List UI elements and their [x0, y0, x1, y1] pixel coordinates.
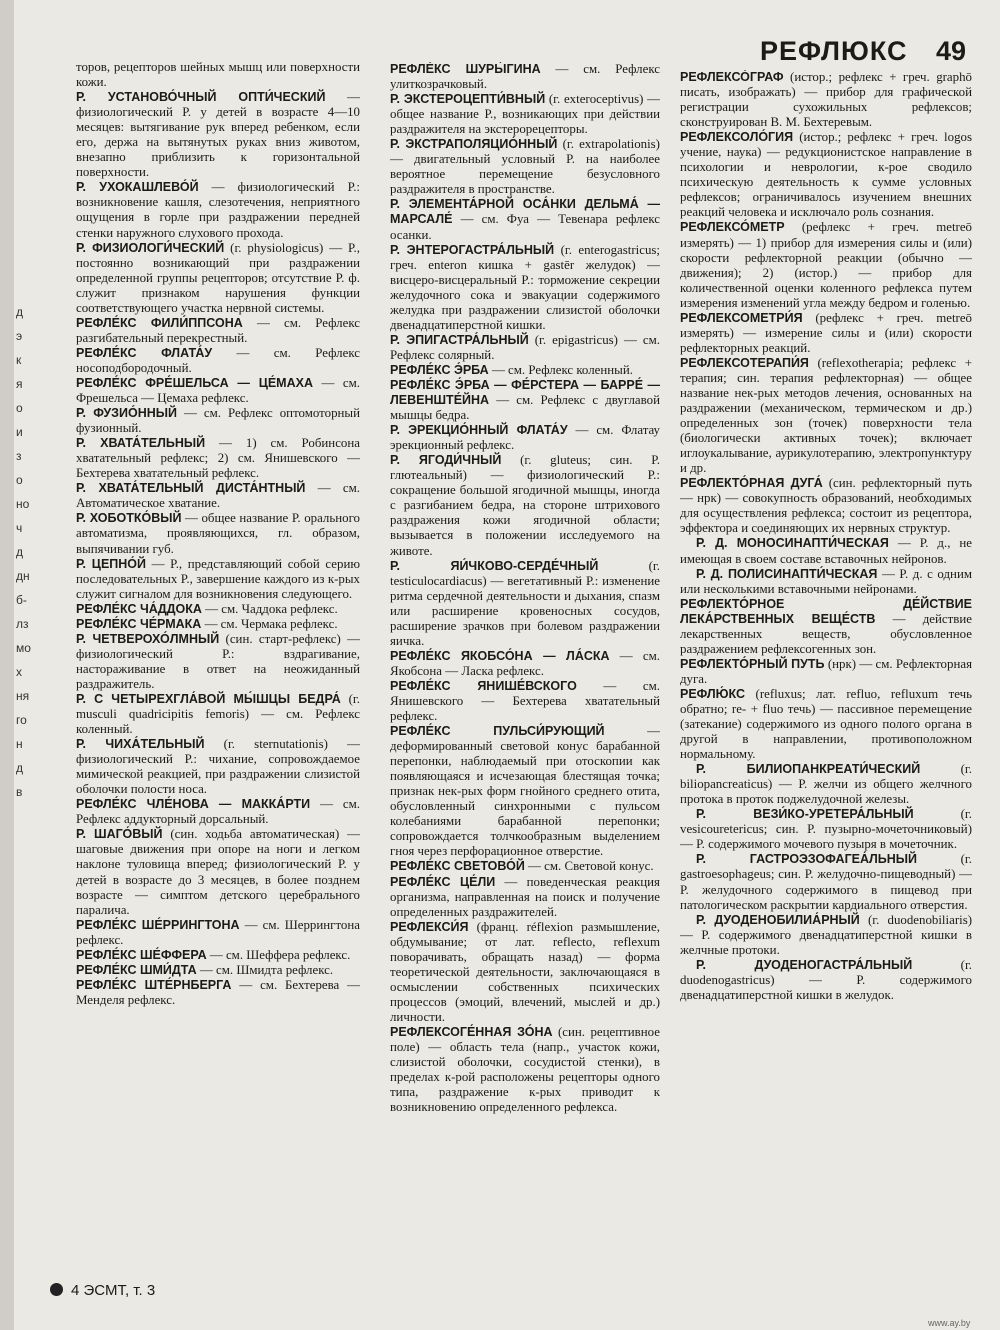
entry-definition: — Р. д., не имеющая в своем составе вставочных нейронов. — [680, 536, 972, 566]
entry-definition: (г. duodenobiliaris) — Р. содержимого двенадцатиперстной кишки в желчные протоки. — [680, 912, 972, 957]
signature-mark — [50, 1282, 155, 1299]
entry-headword: РЕФЛЕ́КС ПУЛЬСИ́РУЮЩИЙ — [390, 724, 605, 739]
entry-definition: — физиологический Р.: возникновение кашля, слезотечения, неприятного ощущения в горле при раздражении передней стенки наружного слухового прохода. — [76, 180, 360, 240]
entry-definition: — см. Фуа — Тевенара рефлекс осанки. — [390, 212, 660, 242]
page-number: 49 — [936, 36, 967, 66]
dictionary-entry — [680, 807, 972, 852]
entry-definition: (refluxus; лат. refluo, refluxum течь обратно; re- + fluo течь) — пассивное перемещение (затекание) содержимого из одного полого органа в другой в направлении, противоположном нормальному. — [680, 686, 972, 762]
dictionary-entry — [76, 632, 360, 692]
dictionary-entry — [76, 827, 360, 917]
dictionary-entry — [76, 60, 360, 90]
entry-headword: Р. ЭЛЕМЕНТА́РНОЙ ОСА́НКИ ДЕЛЬМА́ — МАРСАЛЕ́ — [390, 197, 660, 227]
dictionary-entry — [680, 130, 972, 220]
entry-definition: (истор.; рефлекс + греч. graphō писать, изображать) — прибор для графической регистрации сухожильных рефлексов; сконструирован В. М. Бехтеревым. — [680, 70, 972, 130]
dictionary-entry — [76, 692, 360, 737]
entry-definition: — поведенческая реакция организма, направленная на поиск и получение определенных раздражителей. — [390, 874, 660, 919]
dictionary-entry — [76, 436, 360, 481]
dictionary-entry — [680, 852, 972, 912]
entry-definition: (г. biliopancreaticus) — Р. желчи из общего желчного протока в проток поджелудочной железы. — [680, 762, 972, 807]
dictionary-entry — [680, 597, 972, 657]
entry-headword: РЕФЛЕКСОГЕ́ННАЯ ЗО́НА — [390, 1025, 553, 1039]
entry-headword: РЕФЛЕ́КС ШУРЫ́ГИНА — [390, 62, 541, 76]
dictionary-entry — [390, 197, 660, 242]
entry-definition: (reflexotherapia; рефлекс + терапия; син. терапия рефлекторная) — общее название нек-рых методов лечения, основанных на раздражении (механическом, термическом и др.) определенных зон (точек) поверхности тела (биологически активных точек); включает иглоукалывание, аурикулотерапию, электропунктуру и др. — [680, 355, 972, 476]
dictionary-entry — [76, 241, 360, 316]
entry-headword: Р. ЭПИГАСТРА́ЛЬНЫЙ — [390, 332, 529, 347]
dictionary-entry — [390, 559, 660, 649]
dictionary-entry — [76, 948, 360, 963]
entry-headword: Р. ЭКСТРАПОЛЯЦИО́ННЫЙ — [390, 137, 558, 152]
dictionary-entry — [76, 557, 360, 602]
entry-headword: Р. ФУЗИО́ННЫЙ — [76, 406, 177, 421]
entry-headword: РЕФЛЕКТО́РНОЕ ДЕ́ЙСТВИЕ ЛЕКА́РСТВЕННЫХ ВЕЩЕ́СТВ — [680, 596, 972, 626]
dictionary-entry — [76, 346, 360, 376]
entry-definition: — см. Якобсона — Ласка рефлекс. — [390, 648, 660, 678]
dictionary-entry — [76, 406, 360, 436]
entry-headword: РЕФЛЕКСИ́Я — [390, 919, 469, 934]
entry-headword: Р. УХОКАШЛЕВО́Й — [76, 180, 199, 195]
entry-headword: Р. С ЧЕТЫРЕХГЛА́ВОЙ МЫ́ШЦЫ БЕДРА́ — [76, 691, 341, 706]
entry-definition: — см. Рефлекс улиткозрачковый. — [390, 62, 660, 92]
entry-definition: — Р. д. с одним или несколькими вставочными нейронами. — [680, 566, 972, 596]
bullet-icon — [50, 1283, 63, 1296]
dictionary-entry — [390, 859, 660, 874]
column-1 — [76, 60, 360, 1250]
dictionary-entry — [76, 376, 360, 406]
entry-definition: (рефлекс + греч. metreō измерять) — измерение силы и (или) скорости рефлекторных реакций. — [680, 310, 972, 355]
dictionary-entry — [390, 333, 660, 363]
entry-definition: — см. Шмидта рефлекс. — [196, 962, 334, 977]
entry-definition: — см. Чермака рефлекс. — [201, 616, 338, 631]
entry-headword: Р. ШАГО́ВЫЙ — [76, 827, 163, 842]
dictionary-entry — [76, 90, 360, 180]
entry-definition: (г. gastroesophageus; син. Р. желудочно-пищеводный) — Р. желудочного содержимого в пищевод при патологическом раскрытии кардиального отверстия. — [680, 852, 972, 912]
entry-headword: Р. ВЕЗИ́КО-УРЕТЕРА́ЛЬНЫЙ — [696, 807, 914, 822]
entry-definition: (г. extrapolationis) — двигательный условный Р. на наиболее вероятное перемещение безусловного раздражителя в пространстве. — [390, 137, 660, 197]
dictionary-entry — [390, 137, 660, 197]
dictionary-entry — [680, 762, 972, 807]
dictionary-entry — [680, 567, 972, 597]
entry-headword: Р. ЭКСТЕРОЦЕПТИ́ВНЫЙ — [390, 92, 546, 107]
dictionary-entry — [680, 220, 972, 310]
watermark: www.ay.by — [928, 1318, 971, 1328]
entry-definition: — 1) см. Робинсона хватательный рефлекс; 2) см. Янишевского — Бехтерева хватательный рефлекс. — [76, 436, 360, 481]
dictionary-entry — [76, 602, 360, 617]
dictionary-entry — [680, 476, 972, 536]
entry-definition: (франц. réflexion размышление, обдумывание; от лат. reflecto, reflexum поворачивать, обращать назад) — форма теоретической деятельности, заключающаяся в осмыслении собственных психических процессов (эмоций, влечений, мыслей и др.) личности. — [390, 919, 660, 1024]
entry-headword: Р. ЭРЕКЦИО́ННЫЙ ФЛАТА́У — [390, 423, 568, 438]
dictionary-entry — [76, 511, 360, 556]
entry-headword: Р. БИЛИОПАНКРЕАТИ́ЧЕСКИЙ — [696, 762, 921, 777]
entry-headword: РЕФЛЕ́КС Э́РБА — [390, 362, 489, 377]
dictionary-entry — [390, 649, 660, 679]
entry-headword: РЕФЛЕ́КС Э́РБА — ФЕ́РСТЕРА — БАРРЕ́ — ЛЕВЕНШТЕ́ЙНА — [390, 377, 660, 408]
entry-definition: — см. Рефлекс оптомоторный фузионный. — [76, 406, 360, 436]
dictionary-entry — [680, 536, 972, 566]
column-3 — [680, 70, 972, 1260]
entry-definition: — см. Чаддока рефлекс. — [201, 601, 338, 616]
entry-headword: РЕФЛЕ́КС ЯКОБСО́НА — ЛА́СКА — [390, 648, 610, 663]
dictionary-entry — [390, 423, 660, 453]
running-head: РЕФЛЮКС — [760, 36, 908, 66]
entry-definition: — действие лекарственных веществ, обусловленное раздражением рефлексогенных зон. — [680, 611, 972, 656]
dictionary-entry — [76, 737, 360, 797]
signature-text: 4 ЭСМТ, т. 3 — [71, 1282, 156, 1299]
entry-headword: РЕФЛЕ́КС СВЕТОВО́Й — [390, 859, 525, 874]
entry-definition: (г. duodenogastricus) — Р. содержимого двенадцатиперстной кишки в желудок. — [680, 957, 972, 1002]
page-gutter — [0, 0, 14, 1330]
entry-headword: РЕФЛЕ́КС ЧЕ́РМАКА — [76, 616, 202, 631]
entry-headword: Р. ХОБОТКО́ВЫЙ — [76, 511, 182, 526]
dictionary-entry — [680, 311, 972, 356]
dictionary-entry — [76, 481, 360, 511]
entry-headword: Р. ГАСТРОЭЗОФАГЕА́ЛЬНЫЙ — [696, 852, 918, 867]
dictionary-entry — [680, 70, 972, 130]
entry-definition: (г. exteroceptivus) — общее название Р., возникающих при действии раздражителя на экстерорецепторы. — [390, 92, 660, 137]
dictionary-entry — [76, 797, 360, 827]
entry-headword: РЕФЛЕ́КС ФРЕ́ШЕЛЬСА — ЦЕ́МАХА — [76, 375, 313, 390]
dictionary-entry — [76, 316, 360, 346]
entry-headword: Р. ЧЕТВЕРОХО́ЛМНЫЙ — [76, 631, 220, 646]
entry-headword: РЕФЛЕ́КС ШЕ́ФФЕРА — [76, 947, 207, 962]
entry-definition: торов, рецепторов шейных мышц или поверхности кожи. — [76, 60, 360, 90]
entry-definition: (г. epigastricus) — см. Рефлекс солярный. — [390, 332, 660, 362]
entry-definition: (г. sternutationis) — физиологический Р.: чихание, сопровождаемое мимической реакцией, при раздражении слизистой оболочки полости носа. — [76, 737, 360, 797]
entry-headword: Р. ФИЗИОЛОГИ́ЧЕСКИЙ — [76, 240, 225, 255]
dictionary-entry — [390, 363, 660, 378]
entry-definition: (г. testiculocardiacus) — вегетативный Р.: изменение ритма сердечной деятельности и дыхания, спазм или расширение кровеносных сосудов, расширение зрачков при болевом раздражении яичка. — [390, 558, 660, 648]
entry-definition: (син. рецептивное поле) — область тела (напр., участок кожи, слизистой оболочки, сосудистой стенки), в пределах к-рой расположены рецепторы одного типа, раздражение к-рых приводит к возникновению определенного рефлекса. — [390, 1025, 660, 1115]
dictionary-entry — [390, 920, 660, 1025]
dictionary-entry — [390, 1025, 660, 1115]
dictionary-entry — [680, 356, 972, 476]
entry-headword: РЕФЛЕКСОЛО́ГИЯ — [680, 130, 794, 145]
entry-headword: РЕФЛЕ́КС ЯНИШЕ́ВСКОГО — [390, 678, 577, 693]
entry-headword: РЕФЛЕКТО́РНАЯ ДУГА́ — [680, 476, 823, 491]
entry-headword: РЕФЛЕ́КС ЧА́ДДОКА — [76, 601, 202, 616]
entry-definition: (истор.; рефлекс + греч. logos учение, наука) — редукционистское направление в психологии и неврологии, к-рое сводило психическую деятельность к сумме условных рефлексов; ограничивалось изучением внешних реакций человека и исключало роль сознания. — [680, 130, 972, 220]
entry-headword: РЕФЛЕКТО́РНЫЙ ПУТЬ — [680, 656, 825, 671]
entry-definition: (г. physiologicus) — Р., постоянно возникающий при раздражении определенной группы рецепторов; отсутствие Р. ф. служит признаком нарушения функции соответствующего участка нервной системы. — [76, 240, 360, 315]
entry-headword: РЕФЛЕ́КС ЧЛЕ́НОВА — МАККА́РТИ — [76, 797, 311, 812]
entry-definition: — см. Фрешельса — Цемаха рефлекс. — [76, 375, 360, 406]
entry-definition: (син. ходьба автоматическая) — шаговые движения при опоре на ноги и легком наклоне туловища вперед; физиологический Р. у детей в возрасте до 3 месяцев, в более позднем возрасте — симптом детского церебрального паралича. — [76, 827, 360, 917]
entry-definition: — общее название Р. орального автоматизма, проявляющихся, гл. образом, выпячивании губ. — [76, 511, 360, 556]
entry-definition: (г. gluteus; син. Р. глютеальный) — физиологический Р.: сокращение большой ягодичной мышцы, иногда с разгибанием бедра, на стороне штрихового раздражения кожи ягодичной области; вызывается в положении исследуемого на животе. — [390, 453, 660, 558]
entry-definition: — физиологический Р. у детей в возрасте 4—10 месяцев: вытягивание рук вперед ребенком, если его, держа на вытянутых руках вниз животом, внезапно приблизить к горизонтальной поверхности. — [76, 90, 360, 180]
dictionary-entry — [76, 918, 360, 948]
entry-headword: РЕФЛЮ́КС — [680, 686, 746, 701]
dictionary-entry — [680, 913, 972, 958]
entry-definition: (г. enterogastricus; греч. enteron кишка + gastēr желудок) — висцеро-висцеральный Р.: торможение секреции желудочного сока и эвакуации содержимого желудка при раздражении слизистой оболочки двенадцатиперстной кишки. — [390, 242, 660, 332]
entry-definition: (син. рефлекторный путь — нрк) — совокупность образований, необходимых для осуществления рефлекса; состоит из рецептора, эффектора и соединяющих их нервных структур. — [680, 476, 972, 536]
dictionary-entry — [390, 453, 660, 558]
entry-headword: РЕФЛЕ́КС ФИЛИ́ППСОНА — [76, 315, 243, 330]
dictionary-entry — [390, 378, 660, 423]
entry-definition: — см. Автоматическое хватание. — [76, 481, 360, 511]
entry-headword: РЕФЛЕКСО́ГРАФ — [680, 70, 784, 84]
entry-headword: Р. Д. ПОЛИСИНАПТИ́ЧЕСКАЯ — [696, 566, 878, 581]
dictionary-entry — [390, 243, 660, 333]
entry-definition: — деформированный световой конус барабанной перепонки, наблюдаемый при отоскопии как появляющаяся и исчезающая блестящая точка; признак нек-рых форм гнойного среднего отита, обусловленный синхронными с пульсом колебаниями барабанной перепонки; сопровождается толчкообразным выделением гноя через перфорационное отверстие. — [390, 724, 660, 859]
entry-headword: РЕФЛЕ́КС ШЕ́РРИНГТОНА — [76, 917, 240, 932]
entry-headword: Р. ХВАТА́ТЕЛЬНЫЙ ДИСТА́НТНЫЙ — [76, 481, 306, 496]
entry-definition: — см. Рефлекс разгибательный перекрестный. — [76, 315, 360, 345]
entry-definition: — см. Рефлекс носоподбородочный. — [76, 345, 360, 375]
dictionary-entry — [76, 617, 360, 632]
dictionary-entry — [390, 679, 660, 724]
entry-headword: Р. ДУОДЕНОБИЛИА́РНЫЙ — [696, 912, 860, 927]
entry-definition: — см. Бехтерева — Менделя рефлекс. — [76, 977, 360, 1007]
entry-definition: (г. musculi quadricipitis femoris) — см. Рефлекс коленный. — [76, 691, 360, 737]
entry-definition: (син. старт-рефлекс) — физиологический Р.: вздрагивание, настораживание в ответ на неожиданный раздражитель. — [76, 631, 360, 691]
dictionary-entry — [76, 180, 360, 240]
dictionary-entry — [390, 875, 660, 920]
entry-definition: — см. Рефлекс с двуглавой мышцы бедра. — [390, 393, 660, 423]
dictionary-entry — [390, 724, 660, 859]
entry-headword: РЕФЛЕКСОМЕТРИ́Я — [680, 310, 803, 325]
entry-headword: Р. ЯГОДИ́ЧНЫЙ — [390, 453, 502, 468]
entry-headword: Р. ДУОДЕНОГАСТРА́ЛЬНЫЙ — [696, 957, 913, 972]
entry-definition: (рефлекс + греч. metreō измерять) — 1) прибор для измерения силы и (или) скорости рефлекторной реакции (обычно — движения); 2) (истор.) — прибор для количественной оценки коленного рефлекса путем измерения изменений угла между бедром и голенью. — [680, 220, 972, 310]
dictionary-entry — [680, 687, 972, 762]
entry-definition: — см. Рефлекс коленный. — [488, 362, 633, 377]
entry-headword: Р. ЯИ́ЧКОВО-СЕРДЕ́ЧНЫЙ — [390, 558, 599, 573]
entry-headword: РЕФЛЕ́КС ФЛАТА́У — [76, 345, 213, 360]
entry-headword: РЕФЛЕ́КС ШТЕ́РНБЕРГА — [76, 977, 232, 992]
dictionary-entry — [680, 958, 972, 1003]
entry-definition: (г. vesicouretericus; син. Р. пузырно-мочеточниковый) — Р. содержимого мочевого пузыря в мочеточник. — [680, 807, 972, 852]
entry-definition: — Р., представляющий собой серию последовательных Р., завершение каждого из к-рых служит сигналом для возникновения следующего. — [76, 556, 360, 601]
entry-headword: Р. ЭНТЕРОГАСТРА́ЛЬНЫЙ — [390, 242, 555, 257]
entry-headword: Р. ХВАТА́ТЕЛЬНЫЙ — [76, 436, 206, 451]
entry-headword: РЕФЛЕКСОТЕРАПИ́Я — [680, 355, 809, 370]
entry-definition: — см. Флатау эрекционный рефлекс. — [390, 423, 660, 453]
entry-headword: РЕФЛЕ́КС ШМИ́ДТА — [76, 962, 197, 977]
entry-definition: (нрк) — см. Рефлекторная дуга. — [680, 656, 972, 686]
entry-headword: Р. ЧИХА́ТЕЛЬНЫЙ — [76, 737, 205, 752]
entry-headword: Р. Д. МОНОСИНАПТИ́ЧЕСКАЯ — [696, 536, 889, 551]
adjacent-page-fragments: д э к я о и з о но ч д дн б- лз мо х ня го н д в — [16, 305, 31, 799]
dictionary-entry — [680, 657, 972, 687]
dictionary-entry — [390, 62, 660, 92]
dictionary-entry — [390, 92, 660, 137]
entry-headword: Р. ЦЕПНО́Й — [76, 556, 146, 571]
entry-headword: РЕФЛЕ́КС ЦЕ́ЛИ — [390, 874, 496, 889]
entry-definition: — см. Шеффера рефлекс. — [206, 947, 351, 962]
dictionary-entry — [76, 978, 360, 1008]
entry-headword: Р. УСТАНОВО́ЧНЫЙ ОПТИ́ЧЕСКИЙ — [76, 90, 326, 105]
dictionary-entry — [76, 963, 360, 978]
entry-headword: РЕФЛЕКСО́МЕТР — [680, 220, 785, 235]
entry-definition: — см. Световой конус. — [524, 859, 654, 874]
column-2 — [390, 62, 660, 1252]
entry-definition: — см. Рефлекс аддукторный дорсальный. — [76, 797, 360, 827]
entry-definition: — см. Янишевского — Бехтерева хватательный рефлекс. — [390, 678, 660, 724]
entry-definition: — см. Шеррингтона рефлекс. — [76, 917, 360, 947]
